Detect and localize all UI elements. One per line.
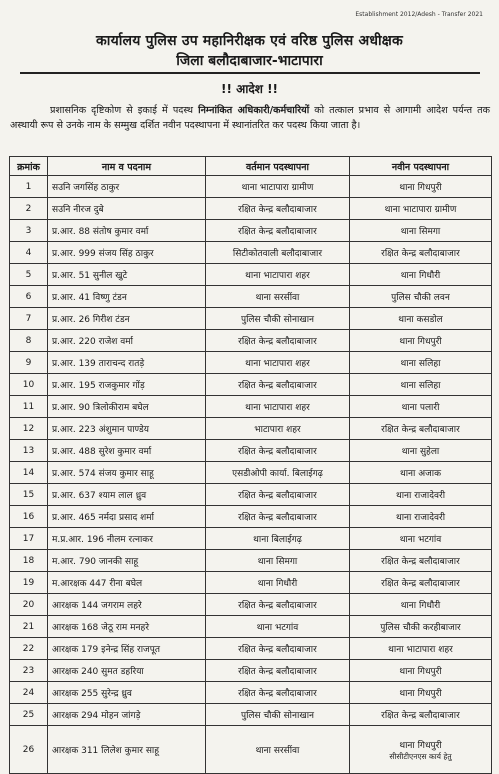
new-posting-cell <box>350 682 492 704</box>
name-designation-cell <box>48 374 206 396</box>
new-posting-cell <box>350 660 492 682</box>
new-posting-cell-text: थाना अजाक <box>399 469 442 479</box>
name-designation-cell-text: प्र.आर. 574 संजय कुमार साहू <box>52 469 154 479</box>
new-posting-cell-text: थाना गिधपुरी <box>399 740 442 751</box>
name-designation-cell <box>48 704 206 726</box>
serial-number-cell-text: 3 <box>25 225 32 236</box>
name-designation-cell-text: आरक्षक 240 सुमत डहरिया <box>52 667 144 677</box>
name-designation-cell-text: आरक्षक 179 इनेन्द्र सिंह राजपूत <box>52 645 160 655</box>
table-row <box>10 308 492 330</box>
name-designation-cell <box>48 638 206 660</box>
new-posting-cell <box>350 374 492 396</box>
district-title: जिला बलौदाबाजार-भाटापारा <box>176 53 323 69</box>
current-posting-cell-text: थाना बिलाईगढ़ <box>253 535 302 545</box>
table-row <box>10 440 492 462</box>
name-designation-cell <box>48 462 206 484</box>
table-row <box>10 616 492 638</box>
current-posting-cell-text: थाना भटगांव <box>256 623 299 633</box>
new-posting-cell <box>350 308 492 330</box>
current-posting-cell-text: थाना सरसींवा <box>255 746 300 756</box>
table-row <box>10 220 492 242</box>
current-posting-cell <box>206 682 350 704</box>
current-posting-cell-text: रक्षित केन्द्र बलौदाबाजार <box>238 381 317 391</box>
new-posting-cell-text: रक्षित केन्द्र बलौदाबाजार <box>381 579 460 589</box>
name-designation-cell <box>48 264 206 286</box>
current-posting-cell-text: रक्षित केन्द्र बलौदाबाजार <box>238 205 317 215</box>
current-posting-cell <box>206 264 350 286</box>
serial-number-cell <box>10 176 48 198</box>
table-header-row <box>10 157 492 176</box>
new-posting-cell-text: थाना भटगांव <box>399 535 442 545</box>
serial-number-cell <box>10 286 48 308</box>
new-posting-cell <box>350 594 492 616</box>
table-row <box>10 528 492 550</box>
order-text-part1: प्रशासनिक दृष्टिकोण से इकाई में पदस्थ <box>50 105 194 116</box>
current-posting-cell <box>206 550 350 572</box>
serial-number-cell <box>10 572 48 594</box>
current-posting-cell <box>206 638 350 660</box>
serial-number-cell <box>10 704 48 726</box>
reference-number: Establishment 2012/Adesh - Transfer 2021 <box>355 11 483 18</box>
current-posting-cell <box>206 528 350 550</box>
name-designation-cell <box>48 682 206 704</box>
new-posting-cell-text: थाना गिधपुरी <box>399 667 442 677</box>
current-posting-cell <box>206 726 350 774</box>
name-designation-cell-text: आरक्षक 144 जगराम लहरे <box>52 601 142 611</box>
posting-remark: सीसीटीएनएस कार्य हेतु <box>389 751 452 761</box>
name-designation-cell <box>48 242 206 264</box>
table-row <box>10 286 492 308</box>
name-designation-cell-text: सउनि नीरज दुबे <box>52 205 104 215</box>
order-text-emphasis: निम्नांकित अधिकारी/कर्मचारियों <box>198 105 310 116</box>
name-designation-cell <box>48 308 206 330</box>
new-posting-cell <box>350 418 492 440</box>
serial-number-cell <box>10 264 48 286</box>
new-posting-cell-text: थाना भाटापारा ग्रामीण <box>384 205 457 215</box>
serial-number-cell-text: 6 <box>25 291 32 302</box>
serial-number-cell <box>10 462 48 484</box>
new-posting-cell-text: थाना सिमगा <box>400 227 441 237</box>
current-posting-cell <box>206 220 350 242</box>
name-designation-cell-text: प्र.आर. 488 सुरेश कुमार वर्मा <box>52 447 152 457</box>
current-posting-cell <box>206 506 350 528</box>
serial-number-cell-text: 8 <box>25 335 32 346</box>
current-posting-cell <box>206 286 350 308</box>
serial-number-cell <box>10 242 48 264</box>
current-posting-cell-text: पुलिस चौकी सोनाखान <box>240 315 315 325</box>
serial-number-cell-text: 22 <box>22 643 35 654</box>
current-posting-cell <box>206 242 350 264</box>
current-posting-cell-text: थाना सरसींवा <box>255 293 300 303</box>
new-posting-cell <box>350 286 492 308</box>
table-row <box>10 330 492 352</box>
name-designation-cell-text: प्र.आर. 223 अंशुमान पाण्डेय <box>52 425 149 435</box>
current-posting-cell <box>206 198 350 220</box>
new-posting-cell-text: थाना गिधौरी <box>400 601 441 611</box>
column-header-serial: क्रमांक <box>10 157 48 176</box>
current-posting-cell-text: रक्षित केन्द्र बलौदाबाजार <box>238 491 317 501</box>
new-posting-cell-text: थाना राजादेवरी <box>395 513 446 523</box>
serial-number-cell-text: 4 <box>25 247 32 258</box>
name-designation-cell <box>48 484 206 506</box>
serial-number-cell <box>10 440 48 462</box>
current-posting-cell <box>206 308 350 330</box>
new-posting-cell <box>350 330 492 352</box>
name-designation-cell <box>48 330 206 352</box>
table-row <box>10 396 492 418</box>
new-posting-cell-text: पुलिस चौकी लवन <box>391 293 450 303</box>
serial-number-cell-text: 17 <box>22 533 35 544</box>
serial-number-cell <box>10 660 48 682</box>
current-posting-cell-text: रक्षित केन्द्र बलौदाबाजार <box>238 601 317 611</box>
new-posting-cell-text: रक्षित केन्द्र बलौदाबाजार <box>381 711 460 721</box>
new-posting-cell <box>350 484 492 506</box>
new-posting-cell-text: थाना सलिहा <box>400 359 441 369</box>
current-posting-cell <box>206 660 350 682</box>
name-designation-cell-text: प्र.आर. 999 संजय सिंह ठाकुर <box>52 249 154 259</box>
new-posting-cell-text: थाना गिधपुरी <box>399 689 442 699</box>
table-row <box>10 352 492 374</box>
serial-number-cell-text: 11 <box>22 401 35 412</box>
title-underline <box>20 72 480 74</box>
serial-number-cell <box>10 396 48 418</box>
table-row <box>10 550 492 572</box>
name-designation-cell <box>48 198 206 220</box>
current-posting-cell <box>206 594 350 616</box>
new-posting-cell <box>350 220 492 242</box>
serial-number-cell <box>10 616 48 638</box>
name-designation-cell-text: प्र.आर. 88 संतोष कुमार वर्मा <box>52 227 149 237</box>
serial-number-cell <box>10 374 48 396</box>
table-row <box>10 264 492 286</box>
new-posting-cell <box>350 462 492 484</box>
name-designation-cell <box>48 506 206 528</box>
table-row <box>10 462 492 484</box>
table-row <box>10 418 492 440</box>
current-posting-cell <box>206 352 350 374</box>
new-posting-cell <box>350 704 492 726</box>
name-designation-cell <box>48 660 206 682</box>
new-posting-cell-text: थाना राजादेवरी <box>395 491 446 501</box>
serial-number-cell <box>10 418 48 440</box>
table-row <box>10 176 492 198</box>
serial-number-cell-text: 19 <box>22 577 35 588</box>
serial-number-cell-text: 25 <box>22 709 35 720</box>
table-row <box>10 198 492 220</box>
name-designation-cell <box>48 550 206 572</box>
name-designation-cell <box>48 286 206 308</box>
serial-number-cell <box>10 506 48 528</box>
current-posting-cell <box>206 330 350 352</box>
name-designation-cell-text: प्र.आर. 195 राजकुमार गोंड़ <box>52 381 145 391</box>
current-posting-cell-text: थाना भाटापारा ग्रामीण <box>241 183 314 193</box>
name-designation-cell <box>48 352 206 374</box>
new-posting-cell <box>350 396 492 418</box>
serial-number-cell-text: 13 <box>22 445 35 456</box>
serial-number-cell-text: 12 <box>22 423 35 434</box>
name-designation-cell-text: म.प्र.आर. 196 नीलम रत्नाकर <box>52 535 153 545</box>
table-row <box>10 484 492 506</box>
column-header-new-posting: नवीन पदस्थापना <box>350 157 492 176</box>
new-posting-cell <box>350 528 492 550</box>
current-posting-cell-text: रक्षित केन्द्र बलौदाबाजार <box>238 689 317 699</box>
current-posting-cell <box>206 374 350 396</box>
current-posting-cell-text: थाना सिमगा <box>257 557 298 567</box>
new-posting-cell-text: थाना गिधपुरी <box>399 337 442 347</box>
name-designation-cell <box>48 528 206 550</box>
current-posting-cell-text: रक्षित केन्द्र बलौदाबाजार <box>238 513 317 523</box>
column-header-current-posting: वर्तमान पदस्थापना <box>206 157 350 176</box>
serial-number-cell-text: 26 <box>22 744 35 755</box>
name-designation-cell-text: प्र.आर. 220 राजेश वर्मा <box>52 337 134 347</box>
table-row <box>10 638 492 660</box>
new-posting-cell-text: थाना गिधपुरी <box>399 183 442 193</box>
serial-number-cell <box>10 220 48 242</box>
current-posting-cell-text: एसडीओपी कार्या. बिलाईगढ़ <box>232 469 323 479</box>
new-posting-cell <box>350 638 492 660</box>
current-posting-cell <box>206 616 350 638</box>
name-designation-cell <box>48 594 206 616</box>
new-posting-cell <box>350 572 492 594</box>
current-posting-cell-text: थाना भाटापारा शहर <box>245 271 310 281</box>
serial-number-cell-text: 23 <box>22 665 35 676</box>
table-row <box>10 726 492 774</box>
name-designation-cell <box>48 396 206 418</box>
new-posting-cell-text: थाना सुहेला <box>401 447 440 457</box>
name-designation-cell <box>48 440 206 462</box>
serial-number-cell <box>10 682 48 704</box>
serial-number-cell <box>10 198 48 220</box>
table-row <box>10 594 492 616</box>
new-posting-cell <box>350 264 492 286</box>
current-posting-cell <box>206 484 350 506</box>
name-designation-cell <box>48 572 206 594</box>
new-posting-cell <box>350 352 492 374</box>
new-posting-cell <box>350 242 492 264</box>
current-posting-cell <box>206 440 350 462</box>
table-row <box>10 572 492 594</box>
current-posting-cell-text: पुलिस चौकी सोनाखान <box>240 711 315 721</box>
current-posting-cell <box>206 462 350 484</box>
transfer-table <box>9 156 492 774</box>
name-designation-cell-text: प्र.आर. 90 त्रिलोकीराम बघेल <box>52 403 149 413</box>
current-posting-cell <box>206 396 350 418</box>
serial-number-cell-text: 7 <box>25 313 32 324</box>
current-posting-cell-text: रक्षित केन्द्र बलौदाबाजार <box>238 227 317 237</box>
table-row <box>10 660 492 682</box>
new-posting-cell <box>350 440 492 462</box>
serial-number-cell-text: 21 <box>22 621 35 632</box>
table-row <box>10 242 492 264</box>
serial-number-cell <box>10 330 48 352</box>
name-designation-cell-text: आरक्षक 294 मोहन जांगड़े <box>52 711 141 721</box>
new-posting-cell-text: रक्षित केन्द्र बलौदाबाजार <box>381 425 460 435</box>
table-row <box>10 682 492 704</box>
current-posting-cell-text: रक्षित केन्द्र बलौदाबाजार <box>238 645 317 655</box>
serial-number-cell-text: 15 <box>22 489 35 500</box>
serial-number-cell-text: 10 <box>22 379 35 390</box>
name-designation-cell-text: आरक्षक 168 जेठू राम मनहरे <box>52 623 150 633</box>
serial-number-cell-text: 18 <box>22 555 35 566</box>
office-title: कार्यालय पुलिस उप महानिरीक्षक एवं वरिष्ठ पुलिस अधीक्षक <box>96 33 403 49</box>
table-row <box>10 704 492 726</box>
new-posting-cell-text: थाना सलिहा <box>400 381 441 391</box>
current-posting-cell <box>206 418 350 440</box>
serial-number-cell <box>10 638 48 660</box>
new-posting-cell-text: रक्षित केन्द्र बलौदाबाजार <box>381 249 460 259</box>
name-designation-cell <box>48 726 206 774</box>
name-designation-cell-text: म.आरक्षक 447 रीना बघेल <box>52 579 143 589</box>
serial-number-cell <box>10 594 48 616</box>
name-designation-cell-text: प्र.आर. 139 ताराचन्द रातड़े <box>52 359 145 369</box>
serial-number-cell <box>10 308 48 330</box>
new-posting-cell <box>350 176 492 198</box>
name-designation-cell-text: प्र.आर. 465 नर्मदा प्रसाद शर्मा <box>52 513 154 523</box>
name-designation-cell-text: आरक्षक 311 लिलेश कुमार साहू <box>52 746 160 756</box>
current-posting-cell-text: थाना भाटापारा शहर <box>245 359 310 369</box>
current-posting-cell-text: सिटीकोतवाली बलौदाबाजार <box>232 249 323 259</box>
name-designation-cell <box>48 176 206 198</box>
serial-number-cell-text: 2 <box>25 203 32 214</box>
serial-number-cell <box>10 352 48 374</box>
current-posting-cell-text: थाना भाटापारा शहर <box>245 403 310 413</box>
new-posting-cell-text: थाना कसडोल <box>398 315 443 325</box>
table-row <box>10 374 492 396</box>
new-posting-cell-text: थाना पलारी <box>401 403 440 413</box>
new-posting-cell <box>350 550 492 572</box>
serial-number-cell <box>10 726 48 774</box>
current-posting-cell-text: थाना गिधौरी <box>257 579 298 589</box>
name-designation-cell-text: प्र.आर. 41 विष्णु टंडन <box>52 293 127 303</box>
current-posting-cell-text: रक्षित केन्द्र बलौदाबाजार <box>238 337 317 347</box>
serial-number-cell-text: 5 <box>25 269 32 280</box>
serial-number-cell-text: 9 <box>25 357 32 368</box>
serial-number-cell-text: 20 <box>22 599 35 610</box>
name-designation-cell <box>48 616 206 638</box>
serial-number-cell-text: 24 <box>22 687 35 698</box>
current-posting-cell-text: रक्षित केन्द्र बलौदाबाजार <box>238 447 317 457</box>
serial-number-cell <box>10 550 48 572</box>
name-designation-cell <box>48 418 206 440</box>
new-posting-cell-text: रक्षित केन्द्र बलौदाबाजार <box>381 557 460 567</box>
new-posting-cell-text: पुलिस चौकी करहीबाजार <box>380 623 461 633</box>
name-designation-cell-text: प्र.आर. 637 श्याम लाल ध्रुव <box>52 491 147 501</box>
current-posting-cell <box>206 176 350 198</box>
new-posting-cell <box>350 616 492 638</box>
serial-number-cell-text: 14 <box>22 467 35 478</box>
order-heading: !! आदेश !! <box>220 82 279 96</box>
current-posting-cell <box>206 704 350 726</box>
serial-number-cell <box>10 528 48 550</box>
name-designation-cell-text: म.आर. 790 जानकी साहू <box>52 557 139 567</box>
current-posting-cell <box>206 572 350 594</box>
serial-number-cell <box>10 484 48 506</box>
new-posting-cell <box>350 506 492 528</box>
current-posting-cell-text: भाटापारा शहर <box>254 425 301 435</box>
column-header-name: नाम व पदनाम <box>48 157 206 176</box>
new-posting-cell-text: थाना गिधौरी <box>400 271 441 281</box>
serial-number-cell-text: 1 <box>25 181 32 192</box>
order-text <box>10 103 490 133</box>
name-designation-cell-text: प्र.आर. 26 गिरीश टंडन <box>52 315 130 325</box>
new-posting-cell-text: थाना भाटापारा शहर <box>388 645 453 655</box>
new-posting-cell <box>350 726 492 774</box>
name-designation-cell <box>48 220 206 242</box>
new-posting-cell <box>350 198 492 220</box>
name-designation-cell-text: आरक्षक 255 सुरेन्द्र ध्रुव <box>52 689 132 699</box>
name-designation-cell-text: प्र.आर. 51 सुनील खुटे <box>52 271 128 281</box>
current-posting-cell-text: रक्षित केन्द्र बलौदाबाजार <box>238 667 317 677</box>
table-row <box>10 506 492 528</box>
serial-number-cell-text: 16 <box>22 511 35 522</box>
order-text-part2: को तत्काल प्रभाव से आगामी आदेश पर्यन्त तक अस्थायी रूप से उनके नाम के सम्मुख दर्शित नवीन पदस्थापना में स्थानांतरित कर पदस्थ किया जाता है। <box>10 105 490 131</box>
name-designation-cell-text: सउनि जगसिंह ठाकुर <box>52 183 120 193</box>
